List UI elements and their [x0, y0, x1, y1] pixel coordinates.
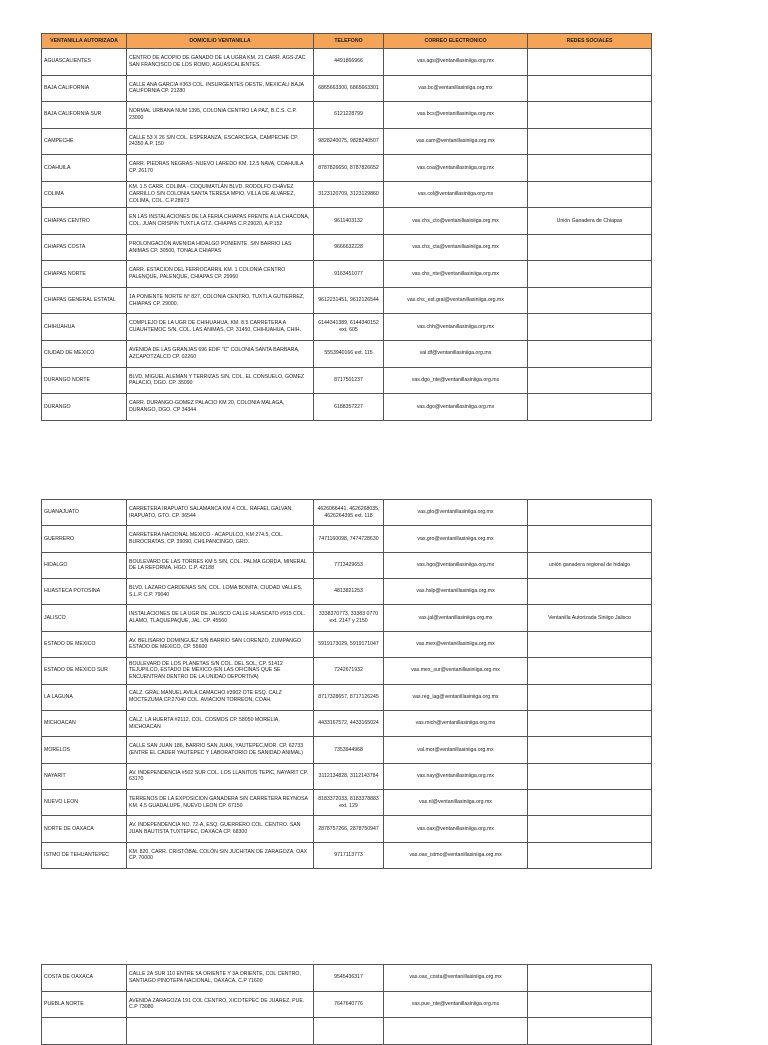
- table-row: [42, 234, 652, 261]
- cell-ventanilla: GUERRERO: [42, 526, 127, 552]
- cell-telefono: 3112134828, 3112143784: [314, 763, 384, 789]
- table-row: [42, 367, 652, 394]
- cell-telefono: 9828240075, 9828240507: [314, 128, 384, 155]
- cell-domicilio: NORMAL URBANA NUM 1395, COLONIA CENTRO LA PAZ, B.C.S. C.P. 23000: [127, 102, 314, 129]
- cell-correo: vas.gro@ventanillasiniiga.org.mx: [384, 526, 528, 552]
- cell-telefono: 7242671932: [314, 658, 384, 684]
- cell-redes: [528, 181, 652, 208]
- table-row: [42, 710, 652, 736]
- cell-redes: [528, 394, 652, 421]
- cell-telefono: 6188357227: [314, 394, 384, 421]
- cell-telefono: 3123120709, 3123129860: [314, 181, 384, 208]
- table-row: [42, 208, 652, 235]
- cell-domicilio: CARR. PIEDRAS NEGRAS -NUEVO LAREDO KM. 12.5 NAVA, COAHUILA CP. 26170: [127, 155, 314, 182]
- header-domicilio: DOMICILIO VENTANILLA: [127, 34, 314, 49]
- ventanillas-table-3: [41, 964, 652, 1045]
- cell-redes: [528, 842, 652, 868]
- cell-correo: [384, 1018, 528, 1045]
- cell-ventanilla: NAYARIT: [42, 763, 127, 789]
- cell-redes: [528, 314, 652, 341]
- cell-ventanilla: ESTADO DE MEXICO SUR: [42, 658, 127, 684]
- cell-domicilio: AV. INDEPENDENCIA NO. 72-A, ESQ. GUERRERO COL. CENTRO. SAN JUAN BAUTISTA TUXTEPEC, OAXACA CP. 68300: [127, 816, 314, 842]
- cell-telefono: [314, 1018, 384, 1045]
- cell-domicilio: 1A PONIENTE NORTE N° 827, COLONIA CENTRO, TUXTLA GUTIERREZ, CHIAPAS CP. 29000.: [127, 287, 314, 314]
- cell-correo: vas.mex@ventanillasiniiga.org.mx: [384, 631, 528, 657]
- cell-domicilio: CALZ. LA HUERTA #2112, COL. COSMOS CP. 58050 MORELIA, MICHOACAN: [127, 710, 314, 736]
- cell-correo: vas.chs_est.gral@ventanillasiniiga.org.mx: [384, 287, 528, 314]
- cell-domicilio: TERRENOS DE LA EXPOSICION GANADERA S/N CARRETERA REYNOSA KM. 4.5 GUADALUPE, NUEVO LEON CP. 67150: [127, 789, 314, 815]
- cell-ventanilla: CAMPECHE: [42, 128, 127, 155]
- cell-domicilio: CALLE SAN JUAN 186, BARRIO SAN JUAN, YAUTEPEC,MOR. CP. 62733 (ENTRE EL CADER YAUTEPEC Y LABORATORIO DE SANIDAD ANIMAL): [127, 737, 314, 763]
- cell-domicilio: [127, 1018, 314, 1045]
- ventanillas-table-2: [41, 499, 652, 869]
- cell-correo: vas.hgo@ventanillasiniiga.org.mx: [384, 552, 528, 578]
- table-row: [42, 155, 652, 182]
- table-row: [42, 605, 652, 631]
- cell-domicilio: BLVD. LAZARO CARDENAS S/N, COL. LOMA BONITA, CIUDAD VALLES, S.L.P. C.P. 79040: [127, 579, 314, 605]
- table-row: [42, 181, 652, 208]
- cell-ventanilla: BAJA CALIFORNIA: [42, 75, 127, 102]
- cell-redes: [528, 75, 652, 102]
- cell-domicilio: BOULEVARD DE LAS TORRES KM 5 S/N, COL. PALMA GORDA, MINERAL DE LA REFORMA, HGO. C.P. 42188: [127, 552, 314, 578]
- table-row: [42, 816, 652, 842]
- table-row: [42, 1018, 652, 1045]
- cell-telefono: 4813821253: [314, 579, 384, 605]
- cell-redes: [528, 1018, 652, 1045]
- cell-telefono: 6144341389, 6144340152 ext. 605: [314, 314, 384, 341]
- cell-redes: [528, 155, 652, 182]
- cell-domicilio: AVENIDA DE LAS GRANJAS 696 EDIF "C" COLONIA SANTA BARBARA, AZCAPOTZALCO CP. 02260: [127, 341, 314, 368]
- cell-redes: [528, 816, 652, 842]
- table-row: [42, 737, 652, 763]
- cell-telefono: 8183372033, 8183378883 ext. 129: [314, 789, 384, 815]
- cell-ventanilla: NORTE DE OAXACA: [42, 816, 127, 842]
- cell-domicilio: CALLE 53 X 26 S/N COL. ESPERANZA, ESCARCEGA, CAMPECHE CP. 24350 A.P. 150: [127, 128, 314, 155]
- cell-telefono: 5553940166 ext. 115: [314, 341, 384, 368]
- table-row: [42, 341, 652, 368]
- table-row: [42, 102, 652, 129]
- cell-telefono: 2878757266, 2878750947: [314, 816, 384, 842]
- cell-domicilio: CENTRO DE ACOPIO DE GANADO DE LA UGRA KM. 21 CARR. AGS-ZAC SAN FRANCISCO DE LOS ROMO, AGUASCALIENTES.: [127, 49, 314, 76]
- header-redes: REDES SOCIALES: [528, 34, 652, 49]
- table-row: [42, 579, 652, 605]
- table-row: [42, 49, 652, 76]
- cell-redes: [528, 341, 652, 368]
- cell-redes: [528, 991, 652, 1018]
- cell-correo: vas.pue_nte@ventanillasiniiga.org.mx: [384, 991, 528, 1018]
- table-row: [42, 526, 652, 552]
- table-row: [42, 75, 652, 102]
- table-row: [42, 128, 652, 155]
- cell-redes: [528, 965, 652, 992]
- cell-correo: vas.chs_nte@ventanillasiniiga.org.mx: [384, 261, 528, 288]
- cell-telefono: 9611403132: [314, 208, 384, 235]
- cell-correo: vas.col@ventanillasiniiga.org.mx: [384, 181, 528, 208]
- cell-correo: vas.hslp@ventanillasiniiga.org.mx: [384, 579, 528, 605]
- cell-telefono: 8787826650, 8787826652: [314, 155, 384, 182]
- cell-correo: vas.jal@ventanillasiniiga.org.mx: [384, 605, 528, 631]
- cell-telefono: 5919173029, 5919171047: [314, 631, 384, 657]
- cell-ventanilla: DURANGO NORTE: [42, 367, 127, 394]
- cell-ventanilla: CHIHUAHUA: [42, 314, 127, 341]
- cell-correo: vas.oax_costa@ventanillasiniiga.org.mx: [384, 965, 528, 992]
- cell-correo: vas.mex_sur@ventanillasiniiga.org.mx: [384, 658, 528, 684]
- cell-correo: vas.dgo@ventanillasiniiga.org.mx: [384, 394, 528, 421]
- cell-ventanilla: JALISCO: [42, 605, 127, 631]
- cell-ventanilla: AGUASCALIENTES: [42, 49, 127, 76]
- table-row: [42, 261, 652, 288]
- cell-correo: vas.oax@ventanillasiniiga.org.mx: [384, 816, 528, 842]
- cell-redes: Ventanilla Autorizada Siniigo Jalisco: [528, 605, 652, 631]
- cell-correo: val.df@ventanillasiniiga.org.mx: [384, 341, 528, 368]
- ventanillas-table-1: [41, 33, 652, 421]
- cell-domicilio: KM. 1.5 CARR. COLIMA - COQUIMATLÁN BLVD. RODOLFO CHÁVEZ CARRILLO S/N COLONIA SANTA TERESA MPIO. VILLA DE ALVAREZ, COLIMA, COL. C.P.28973: [127, 181, 314, 208]
- cell-ventanilla: CIUDAD DE MEXICO: [42, 341, 127, 368]
- cell-redes: [528, 579, 652, 605]
- cell-domicilio: BOULEVARD DE LOS PLANETAS S/N COL. DEL SOL, CP. 51412 TEJUPILCO, ESTADO DE MÉXICO (EN LAS OFICINAS QUE SE ENCUENTRAN DENTRO DE LA UNIDAD DEPORTIVA): [127, 658, 314, 684]
- table-row: [42, 965, 652, 992]
- cell-correo: vas.dgo_nte@ventanillasiniiga.org.mx: [384, 367, 528, 394]
- cell-ventanilla: BAJA CALIFORNIA SUR: [42, 102, 127, 129]
- cell-redes: [528, 684, 652, 710]
- cell-domicilio: CARRETERA NACIONAL MEXICO - ACAPULCO, KM 274.5, COL. BUROCRATAS, CP. 39090, CHILPANCINGO, GRO.: [127, 526, 314, 552]
- cell-correo: vas.reg_lag@ventanillasiniiga.org.mx: [384, 684, 528, 710]
- table-row: [42, 394, 652, 421]
- cell-domicilio: PROLONGACIÓN AVENIDA HIDALGO PONIENTE. S/N BARRIO LAS ANIMAS CP. 30500, TONALA CHIAPAS: [127, 234, 314, 261]
- cell-ventanilla: COAHUILA: [42, 155, 127, 182]
- cell-ventanilla: CHIAPAS CENTRO: [42, 208, 127, 235]
- cell-domicilio: CALLE 2A SUR 110 ENTRE 5A ORIENTE Y 3A ORIENTE, COL CENTRO, SANTIAGO PINOTEPA NACIONAL, OAXACA, C.P 71600: [127, 965, 314, 992]
- cell-correo: vas.ags@ventanillasiniiga.org.mx: [384, 49, 528, 76]
- cell-ventanilla: HIDALGO: [42, 552, 127, 578]
- cell-correo: vas.coa@ventanillasiniiga.org.mx: [384, 155, 528, 182]
- cell-redes: [528, 49, 652, 76]
- cell-correo: vas.nay@ventanillasiniiga.org.mx: [384, 763, 528, 789]
- cell-telefono: 7353944968: [314, 737, 384, 763]
- header-row: [42, 34, 652, 49]
- table-row: [42, 500, 652, 526]
- cell-telefono: 9666632228: [314, 234, 384, 261]
- header-telefono: TELEFONO: [314, 34, 384, 49]
- cell-correo: vas.bc@ventanillasiniiga.org.mx: [384, 75, 528, 102]
- cell-redes: [528, 102, 652, 129]
- cell-ventanilla: CHIAPAS GENERAL ESTATAL: [42, 287, 127, 314]
- cell-telefono: 3338370773, 33383 0770 ext. 2147 y 2150: [314, 605, 384, 631]
- cell-domicilio: COMPLEJO DE LA UGR DE CHIHUAHUA, KM. 8.5 CARRETERA A CUAUHTEMOC S/N, COL. LAS ANIMAS, CP. 31450, CHIHUAHUA, CHIH.: [127, 314, 314, 341]
- cell-redes: [528, 763, 652, 789]
- cell-domicilio: CALZ. GRAL.MANUEL AVILA CAMACHO #3902 OTE ESQ. CALZ MOCTEZUMA CP.27040 COL. AVIACION TORREON, COAH.: [127, 684, 314, 710]
- cell-redes: [528, 658, 652, 684]
- cell-correo: vas.cam@ventanillasiniiga.org.mx: [384, 128, 528, 155]
- table-row: [42, 842, 652, 868]
- table-row: [42, 763, 652, 789]
- cell-telefono: 7647640776: [314, 991, 384, 1018]
- cell-ventanilla: PUEBLA NORTE: [42, 991, 127, 1018]
- cell-telefono: 8717328657, 8717126245: [314, 684, 384, 710]
- cell-ventanilla: NUEVO LEON: [42, 789, 127, 815]
- cell-telefono: 7713429653: [314, 552, 384, 578]
- cell-ventanilla: DURANGO: [42, 394, 127, 421]
- cell-ventanilla: CHIAPAS NORTE: [42, 261, 127, 288]
- cell-correo: vas.chh@ventanillasiniiga.org.mx: [384, 314, 528, 341]
- table-header: [42, 34, 652, 49]
- cell-telefono: 8717501237: [314, 367, 384, 394]
- cell-telefono: 4433167572, 4433165024: [314, 710, 384, 736]
- cell-redes: [528, 287, 652, 314]
- cell-redes: [528, 710, 652, 736]
- table-row: [42, 991, 652, 1018]
- cell-telefono: 9163451077: [314, 261, 384, 288]
- table-row: [42, 314, 652, 341]
- table-row: [42, 658, 652, 684]
- cell-telefono: 9717113773: [314, 842, 384, 868]
- cell-ventanilla: MORELOS: [42, 737, 127, 763]
- header-ventanilla: VENTANILLA AUTORIZADA: [42, 34, 127, 49]
- cell-telefono: 4626066441, 4626268035, 4626264395 ext. 118: [314, 500, 384, 526]
- cell-ventanilla: [42, 1018, 127, 1045]
- cell-ventanilla: COLIMA: [42, 181, 127, 208]
- cell-domicilio: CARR. DURANGO-GOMEZ PALACIO KM 20, COLONIA MALAGA, DURANGO, DGO. CP 34344: [127, 394, 314, 421]
- cell-telefono: 7471160098, 7474728630: [314, 526, 384, 552]
- cell-domicilio: AVENIDA ZARAGOZA 191 COL CENTRO, XICOTEPEC DE JUAREZ, PUE. C.P 73080: [127, 991, 314, 1018]
- cell-domicilio: CALLE ANA GARCIA #363 COL. INSURGENTES OESTE, MEXICALI BAJA CALIFORNIA CP. 21280: [127, 75, 314, 102]
- cell-redes: [528, 367, 652, 394]
- cell-domicilio: BLVD. MIGUEL ALEMAN Y TERRIZAS S/N, COL. EL CONSUELO, GOMEZ PALACIO, DGO. CP. 35090: [127, 367, 314, 394]
- cell-redes: [528, 789, 652, 815]
- table-row: [42, 631, 652, 657]
- cell-domicilio: INSTALACIONES DE LA UGR DE JALISCO CALLE HUASCATO #915 COL. ALAMO, TLAQUEPAQUE, JAL. CP. 45560: [127, 605, 314, 631]
- table-row: [42, 287, 652, 314]
- cell-telefono: 4491866966: [314, 49, 384, 76]
- cell-domicilio: AV. BELISARIO DOMINGUEZ S/N BARRIO SAN LORENZO, ZUMPANGO ESTADO DE MEXICO, CP. 55600: [127, 631, 314, 657]
- cell-redes: [528, 234, 652, 261]
- cell-correo: vas.oax_istmo@ventanillasiniiga.org.mx: [384, 842, 528, 868]
- cell-correo: vas.nl@ventanillasiniiga.org.mx: [384, 789, 528, 815]
- cell-domicilio: EN LAS INSTALACIONES DE LA FERIA CHIAPAS FRENTE A LA CHACONA, COL. JUAN CRISPIN TUXTLA GTZ. CHIAPAS C.P.29020, A.P.152: [127, 208, 314, 235]
- cell-telefono: 9612231451, 9612126544: [314, 287, 384, 314]
- cell-telefono: 6865663300, 6865663301: [314, 75, 384, 102]
- cell-correo: vas.chs_cta@ventanillasiniiga.org.mx: [384, 234, 528, 261]
- table-row: [42, 552, 652, 578]
- table-row: [42, 684, 652, 710]
- cell-redes: [528, 737, 652, 763]
- cell-correo: vas.mich@ventanillasiniiga.org.mx: [384, 710, 528, 736]
- cell-domicilio: CARRETERA IRAPUATO SALAMANCA KM 4 COL. RAFAEL GALVAN, IRAPUATO, GTO. CP. 36544: [127, 500, 314, 526]
- cell-redes: [528, 631, 652, 657]
- cell-ventanilla: GUANAJUATO: [42, 500, 127, 526]
- cell-redes: [528, 261, 652, 288]
- cell-ventanilla: COSTA DE OAXACA: [42, 965, 127, 992]
- cell-redes: Unión Ganadera de Chiapas: [528, 208, 652, 235]
- table-row: [42, 789, 652, 815]
- cell-ventanilla: CHIAPAS COSTA: [42, 234, 127, 261]
- cell-redes: unión ganadera regional de hidalgo: [528, 552, 652, 578]
- cell-correo: vas.gto@ventanillasiniiga.org.mx: [384, 500, 528, 526]
- cell-correo: vas.chs_cto@ventanillasiniiga.org.mx: [384, 208, 528, 235]
- cell-redes: [528, 128, 652, 155]
- cell-ventanilla: ESTADO DE MEXICO: [42, 631, 127, 657]
- cell-telefono: 6121228799: [314, 102, 384, 129]
- cell-ventanilla: LA LAGUNA: [42, 684, 127, 710]
- cell-domicilio: CARR. ESTACION DEL FERROCARRIL KM. 1 COLONIA CENTRO PALENQUE, PALENQUE, CHIAPAS CP. 29960: [127, 261, 314, 288]
- cell-redes: [528, 526, 652, 552]
- cell-domicilio: AV. INDEPENDENCIA #502 SUR COL. LOS LLANITOS TEPIC, NAYARIT CP. 63170: [127, 763, 314, 789]
- cell-telefono: 9545436317: [314, 965, 384, 992]
- header-correo: CORREO ELECTRONICO: [384, 34, 528, 49]
- cell-domicilio: KM. 820, CARR. CRISTÓBAL COLÓN S/N JUCHITAN DE ZARAGOZA, OAX CP. 70000: [127, 842, 314, 868]
- cell-correo: val.mor@ventanillasiniiga.org.mx: [384, 737, 528, 763]
- cell-redes: [528, 500, 652, 526]
- cell-ventanilla: MICHOACAN: [42, 710, 127, 736]
- cell-correo: vas.bcs@ventanillasiniiga.org.mx: [384, 102, 528, 129]
- cell-ventanilla: ISTMO DE TEHUANTEPEC: [42, 842, 127, 868]
- cell-ventanilla: HUASTECA POTOSINA: [42, 579, 127, 605]
